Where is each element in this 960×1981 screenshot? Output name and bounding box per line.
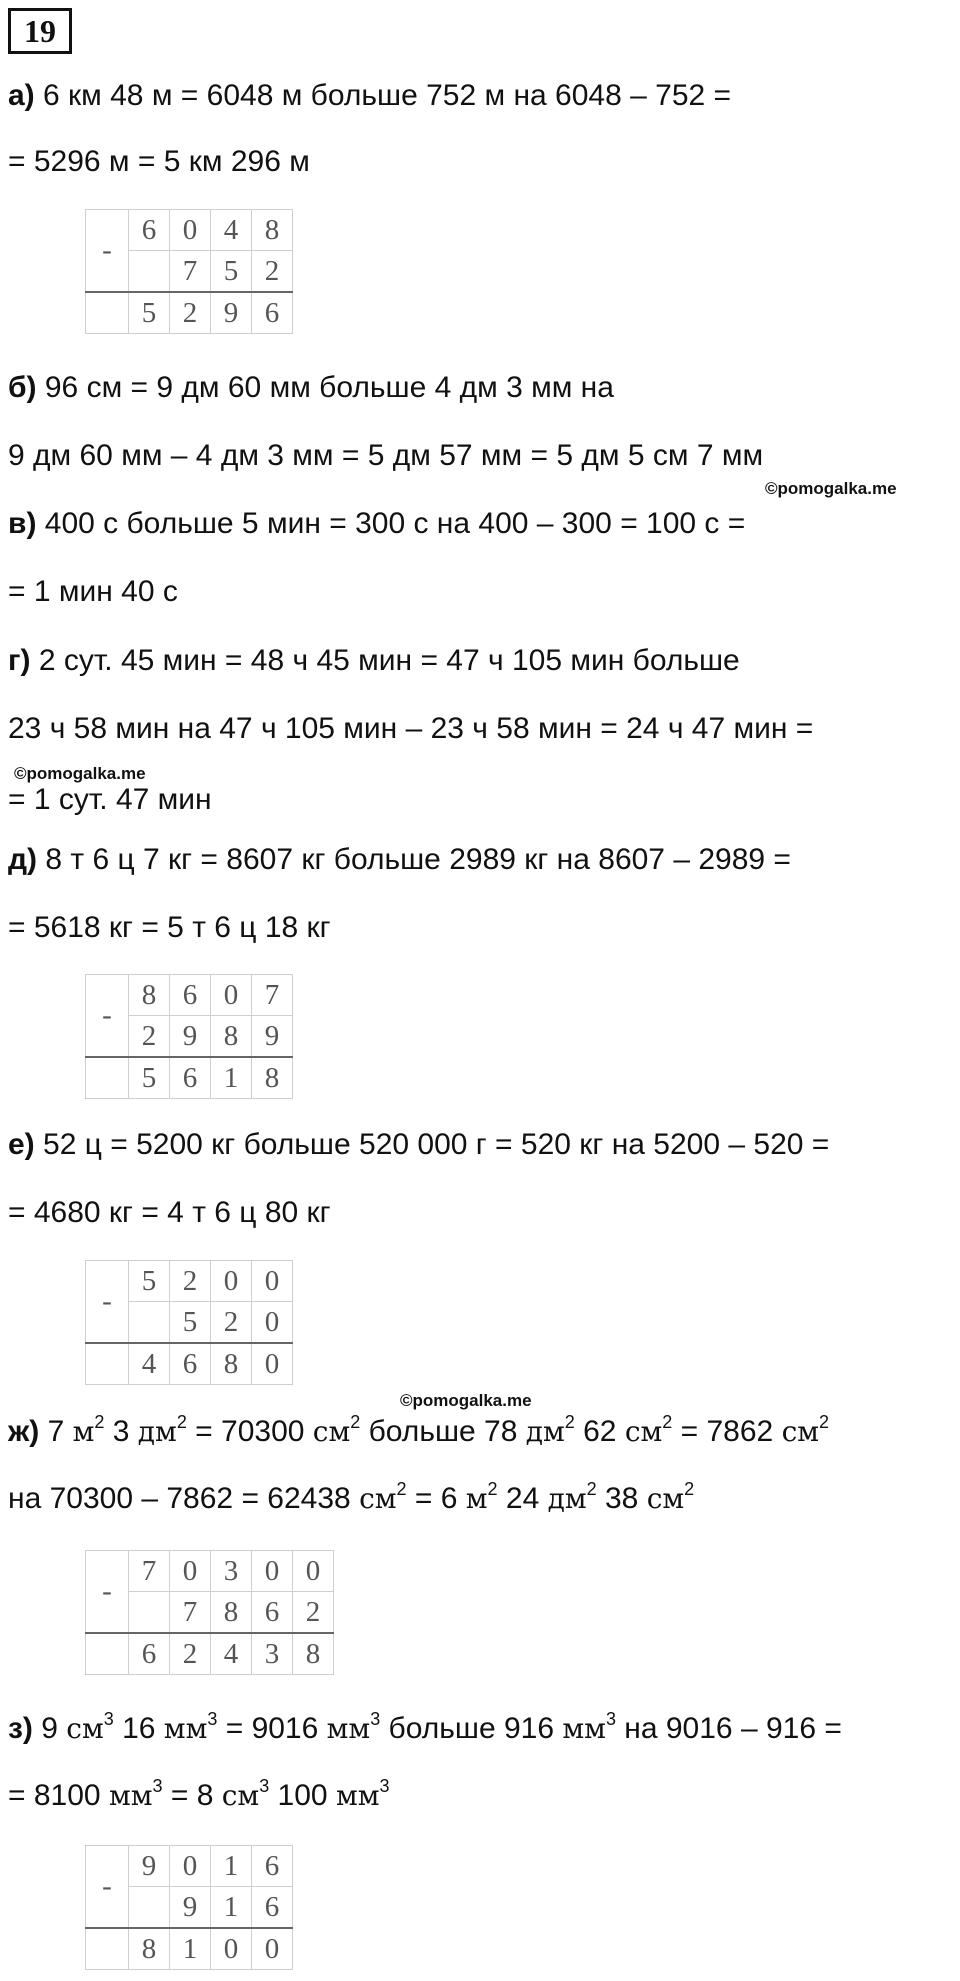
minus-sign: - (86, 1551, 129, 1634)
zh-line-1 (8, 1412, 829, 1452)
digit-cell: 9 (252, 1016, 293, 1058)
calc-row (86, 292, 293, 334)
digit-cell (129, 251, 170, 293)
digit-cell: 0 (252, 1928, 293, 1970)
minus-sign: - (86, 1261, 129, 1344)
zh-text: = 70300 (186, 1415, 313, 1448)
g-text-1: 2 сут. 45 мин = 48 ч 45 мин = 47 ч 105 мин больше (30, 644, 740, 677)
digit-cell: 6 (170, 975, 211, 1016)
calc-row (86, 210, 293, 251)
calc-row (86, 1057, 293, 1099)
zh-unit: м (72, 1415, 95, 1448)
calc-row (86, 1261, 293, 1302)
zh-text: = 7862 (672, 1415, 782, 1448)
zh-calc (85, 1550, 334, 1675)
a-line-1 (8, 76, 731, 116)
z-text: = 8100 (8, 1779, 109, 1812)
e-calc (85, 1260, 293, 1385)
zh-sup: 2 (94, 1412, 105, 1432)
g-line-3: = 1 сут. 47 мин (8, 783, 212, 816)
digit-cell: 7 (170, 1592, 211, 1634)
digit-cell: 5 (129, 1057, 170, 1099)
b-line-1 (8, 368, 614, 408)
digit-cell: 3 (211, 1551, 252, 1592)
zh-sup: 2 (564, 1412, 575, 1432)
zh-text: 24 (497, 1482, 548, 1515)
digit-cell: 6 (252, 1846, 293, 1887)
z-line-1 (8, 1709, 842, 1749)
calc-row (86, 1551, 334, 1592)
digit-cell: 2 (129, 1016, 170, 1058)
zh-unit: см (624, 1415, 663, 1448)
digit-cell: 2 (170, 1261, 211, 1302)
watermark: ©pomogalka.me (14, 764, 146, 783)
digit-cell: 1 (170, 1928, 211, 1970)
digit-cell: 8 (252, 1057, 293, 1099)
zh-unit: м (465, 1482, 488, 1515)
digit-cell (129, 1592, 170, 1634)
z-calc (85, 1845, 293, 1970)
a-line-2: = 5296 м = 5 км 296 м (8, 145, 310, 178)
z-sup: 3 (379, 1776, 390, 1796)
digit-cell: 0 (170, 210, 211, 251)
digit-cell (129, 1887, 170, 1929)
zh-unit: дм (547, 1482, 587, 1515)
zh-unit: см (781, 1415, 820, 1448)
digit-cell: 9 (170, 1887, 211, 1929)
digit-cell: 1 (211, 1887, 252, 1929)
digit-cell: 8 (293, 1633, 334, 1675)
digit-cell: 5 (211, 251, 252, 293)
z-text: больше 916 (380, 1712, 563, 1745)
digit-cell: 5 (129, 292, 170, 334)
digit-cell: 0 (170, 1551, 211, 1592)
v-text-1: 400 с больше 5 мин = 300 с на 400 – 300 = 100 с = (36, 507, 746, 540)
digit-cell: 4 (129, 1343, 170, 1385)
e-line-2: = 4680 кг = 4 т 6 ц 80 кг (8, 1196, 331, 1229)
z-text: 9 (32, 1712, 67, 1745)
digit-cell: 5 (170, 1302, 211, 1344)
zh-unit: дм (525, 1415, 565, 1448)
zh-text: = 6 (406, 1482, 466, 1515)
zh-unit: см (646, 1482, 685, 1515)
digit-cell: 0 (211, 1928, 252, 1970)
z-unit: мм (335, 1779, 380, 1812)
g-line-1 (8, 641, 740, 681)
z-unit: см (66, 1712, 104, 1745)
digit-cell: 6 (170, 1343, 211, 1385)
empty-cell (86, 292, 129, 334)
digit-cell: 6 (170, 1057, 211, 1099)
minus-sign: - (86, 975, 129, 1058)
digit-cell: 2 (293, 1592, 334, 1634)
calc-row (86, 1633, 334, 1675)
b-label: б) (8, 371, 37, 404)
a-text-1: 6 км 48 м = 6048 м больше 752 м на 6048 – 752 = (34, 79, 732, 112)
digit-cell: 0 (252, 1302, 293, 1344)
e-text-1: 52 ц = 5200 кг больше 520 000 г = 520 кг на 5200 – 520 = (34, 1128, 830, 1161)
digit-cell: 7 (170, 251, 211, 293)
calc-row (86, 1846, 293, 1887)
exercise-number: 19 (8, 8, 72, 54)
digit-cell: 0 (211, 1261, 252, 1302)
digit-cell: 0 (252, 1261, 293, 1302)
zh-sup: 2 (350, 1412, 361, 1432)
zh-text: 38 (596, 1482, 647, 1515)
z-label: з) (8, 1712, 33, 1745)
digit-cell: 2 (170, 292, 211, 334)
z-text: = 9016 (217, 1712, 327, 1745)
digit-cell: 9 (170, 1016, 211, 1058)
digit-cell: 2 (170, 1633, 211, 1675)
digit-cell: 0 (252, 1343, 293, 1385)
digit-cell: 1 (211, 1057, 252, 1099)
b-line-2: 9 дм 60 мм – 4 дм 3 мм = 5 дм 57 мм = 5 дм 5 см 7 мм (8, 439, 764, 472)
zh-unit: см (312, 1415, 351, 1448)
digit-cell: 6 (129, 210, 170, 251)
digit-cell: 8 (252, 210, 293, 251)
digit-cell: 9 (129, 1846, 170, 1887)
digit-cell: 8 (211, 1016, 252, 1058)
v-label: в) (8, 507, 37, 540)
z-text: на 9016 – 916 = (615, 1712, 842, 1745)
z-sup: 3 (152, 1776, 163, 1796)
digit-cell: 8 (211, 1592, 252, 1634)
z-sup: 3 (207, 1709, 218, 1729)
z-unit: мм (562, 1712, 606, 1745)
z-sup: 3 (103, 1709, 114, 1729)
digit-cell: 0 (170, 1846, 211, 1887)
empty-cell (86, 1633, 129, 1675)
digit-cell: 0 (293, 1551, 334, 1592)
digit-cell: 2 (252, 251, 293, 293)
zh-sup: 2 (487, 1479, 498, 1499)
zh-unit: дм (137, 1415, 177, 1448)
z-text: 100 (269, 1779, 336, 1812)
watermark: ©pomogalka.me (400, 1391, 532, 1410)
g-line-2: 23 ч 58 мин на 47 ч 105 мин – 23 ч 58 мин = 24 ч 47 мин = (8, 712, 814, 745)
digit-cell: 7 (129, 1551, 170, 1592)
digit-cell: 9 (211, 292, 252, 334)
digit-cell: 6 (252, 1887, 293, 1929)
zh-text: 62 (574, 1415, 625, 1448)
empty-cell (86, 1928, 129, 1970)
minus-sign: - (86, 1846, 129, 1929)
d-calc (85, 974, 293, 1099)
digit-cell: 0 (211, 975, 252, 1016)
zh-sup: 2 (819, 1412, 830, 1432)
digit-cell: 1 (211, 1846, 252, 1887)
a-calc (85, 209, 293, 334)
calc-row (86, 975, 293, 1016)
digit-cell: 6 (129, 1633, 170, 1675)
a-label: а) (8, 79, 35, 112)
d-line-1 (8, 840, 791, 880)
d-line-2: = 5618 кг = 5 т 6 ц 18 кг (8, 911, 331, 944)
digit-cell: 8 (129, 975, 170, 1016)
digit-cell: 7 (252, 975, 293, 1016)
zh-sup: 2 (662, 1412, 673, 1432)
calc-row (86, 1928, 293, 1970)
digit-cell: 6 (252, 292, 293, 334)
v-line-1 (8, 504, 745, 544)
zh-sup: 2 (684, 1479, 695, 1499)
zh-text: 7 (39, 1415, 73, 1448)
b-text-1: 96 см = 9 дм 60 мм больше 4 дм 3 мм на (36, 371, 614, 404)
digit-cell: 5 (129, 1261, 170, 1302)
digit-cell: 0 (252, 1551, 293, 1592)
zh-line-2 (8, 1479, 694, 1519)
zh-text: больше 78 (360, 1415, 526, 1448)
zh-sup: 2 (586, 1479, 597, 1499)
digit-cell: 8 (129, 1928, 170, 1970)
zh-label: ж) (8, 1415, 40, 1448)
minus-sign: - (86, 210, 129, 293)
digit-cell (129, 1302, 170, 1344)
d-label: д) (8, 843, 38, 876)
digit-cell: 4 (211, 210, 252, 251)
zh-text: на 70300 – 7862 = 62438 (8, 1482, 360, 1515)
e-label: е) (8, 1128, 35, 1161)
z-unit: мм (108, 1779, 153, 1812)
z-text: 16 (113, 1712, 164, 1745)
zh-text: 3 (104, 1415, 138, 1448)
zh-unit: см (359, 1482, 397, 1515)
v-line-2: = 1 мин 40 с (8, 575, 178, 608)
d-text-1: 8 т 6 ц 7 кг = 8607 кг больше 2989 кг на 8607 – 2989 = (37, 843, 791, 876)
z-sup: 3 (259, 1776, 270, 1796)
g-label: г) (8, 644, 31, 677)
zh-sup: 2 (176, 1412, 187, 1432)
calc-row (86, 1343, 293, 1385)
zh-sup: 2 (396, 1479, 407, 1499)
digit-cell: 4 (211, 1633, 252, 1675)
z-line-2 (8, 1776, 390, 1816)
digit-cell: 8 (211, 1343, 252, 1385)
empty-cell (86, 1057, 129, 1099)
e-line-1 (8, 1125, 829, 1165)
z-sup: 3 (605, 1709, 616, 1729)
digit-cell: 6 (252, 1592, 293, 1634)
empty-cell (86, 1343, 129, 1385)
watermark: ©pomogalka.me (765, 479, 897, 498)
z-unit: см (221, 1779, 260, 1812)
digit-cell: 2 (211, 1302, 252, 1344)
z-unit: мм (326, 1712, 371, 1745)
digit-cell: 3 (252, 1633, 293, 1675)
z-unit: мм (163, 1712, 208, 1745)
z-text: = 8 (162, 1779, 222, 1812)
z-sup: 3 (370, 1709, 381, 1729)
